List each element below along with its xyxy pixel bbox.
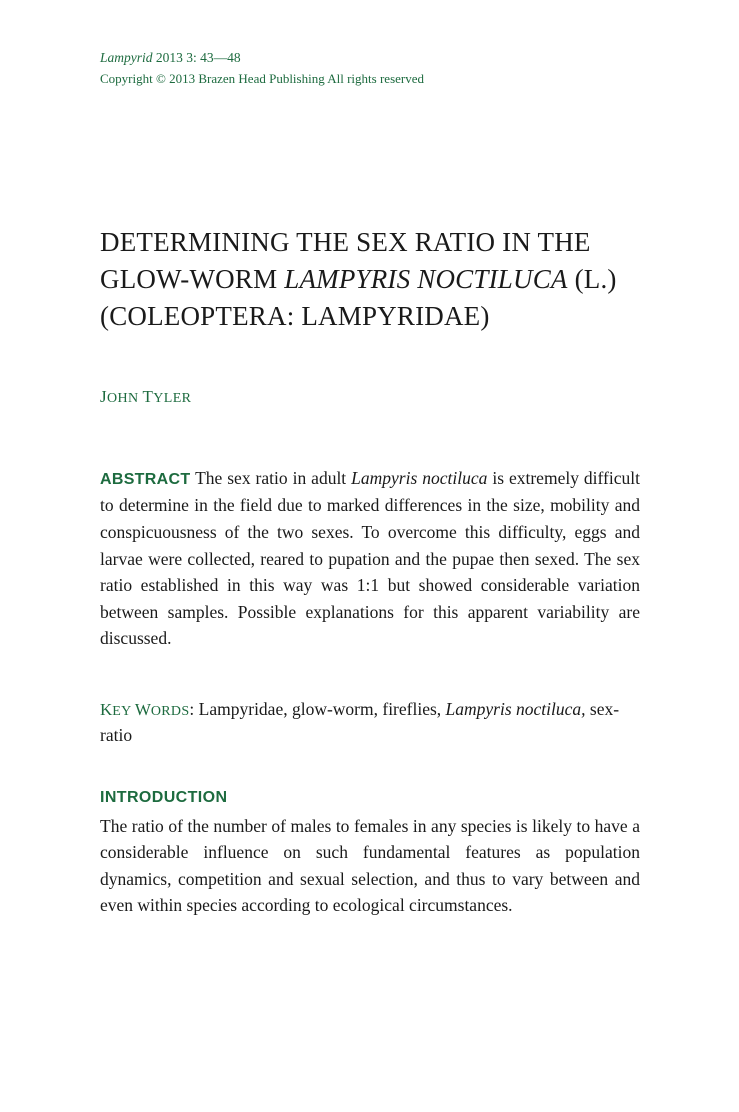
author-last-initial: T [142,387,154,407]
keywords-label-ords: ORDS [150,703,190,719]
abstract-text-1: The sex ratio in adult [190,468,352,489]
journal-citation-line [100,48,640,69]
journal-name: Lampyrid [100,50,153,65]
keywords-section [100,696,640,749]
author-last-rest: YLER [153,391,192,407]
author-first-rest: OHN [107,391,143,407]
abstract-section [100,465,640,652]
abstract-species: Lampyris noctiluca [351,468,488,489]
keywords-label-ey: EY [112,703,135,719]
keywords-label-w: W [134,699,151,719]
introduction-heading: INTRODUCTION [100,788,228,806]
introduction-body: The ratio of the number of males to females in any species is likely to have a considerable influence on such fundamental features as population dynamics, competition and sexual selection, and thus to vary between and even within species according to ecological circumstances. [100,815,640,916]
abstract-label: ABSTRACT [100,471,191,489]
keywords-text-1: Lampyridae, glow-worm, fireflies, [198,698,446,719]
journal-header [100,48,640,89]
title-species: LAMPYRIS NOCTILUCA [284,264,568,295]
keywords-species: Lampyris noctiluca, [445,698,586,719]
page-content [100,0,640,919]
keywords-colon: : [189,698,199,719]
keywords-label [100,699,189,719]
keywords-label-k: K [100,699,113,719]
page-title [100,224,640,335]
author-name [100,387,640,407]
author-first-initial: J [100,387,108,407]
journal-copyright: Copyright © 2013 Brazen Head Publishing All rights reserved [100,70,424,86]
title-part-2: (L.) (COLEOPTERA: LAMPYRIDAE) [100,264,617,332]
keywords-text-2: sex-ratio [100,698,620,746]
abstract-text-2: is extremely difficult to determine in the field due to marked differences in the size, mobility and conspicuousness of the two sexes. To overcome this difficulty, eggs and larvae were collected, reared to pupation and the pupae then sexed. The sex ratio established in this way was 1:1 but showed considerable variation between samples. Possible explanations for this apparent variability are discussed. [100,468,640,649]
journal-citation: 2013 3: 43—48 [152,50,241,65]
title-part-1: DETERMINING THE SEX RATIO IN THE GLOW-WORM [100,227,591,295]
